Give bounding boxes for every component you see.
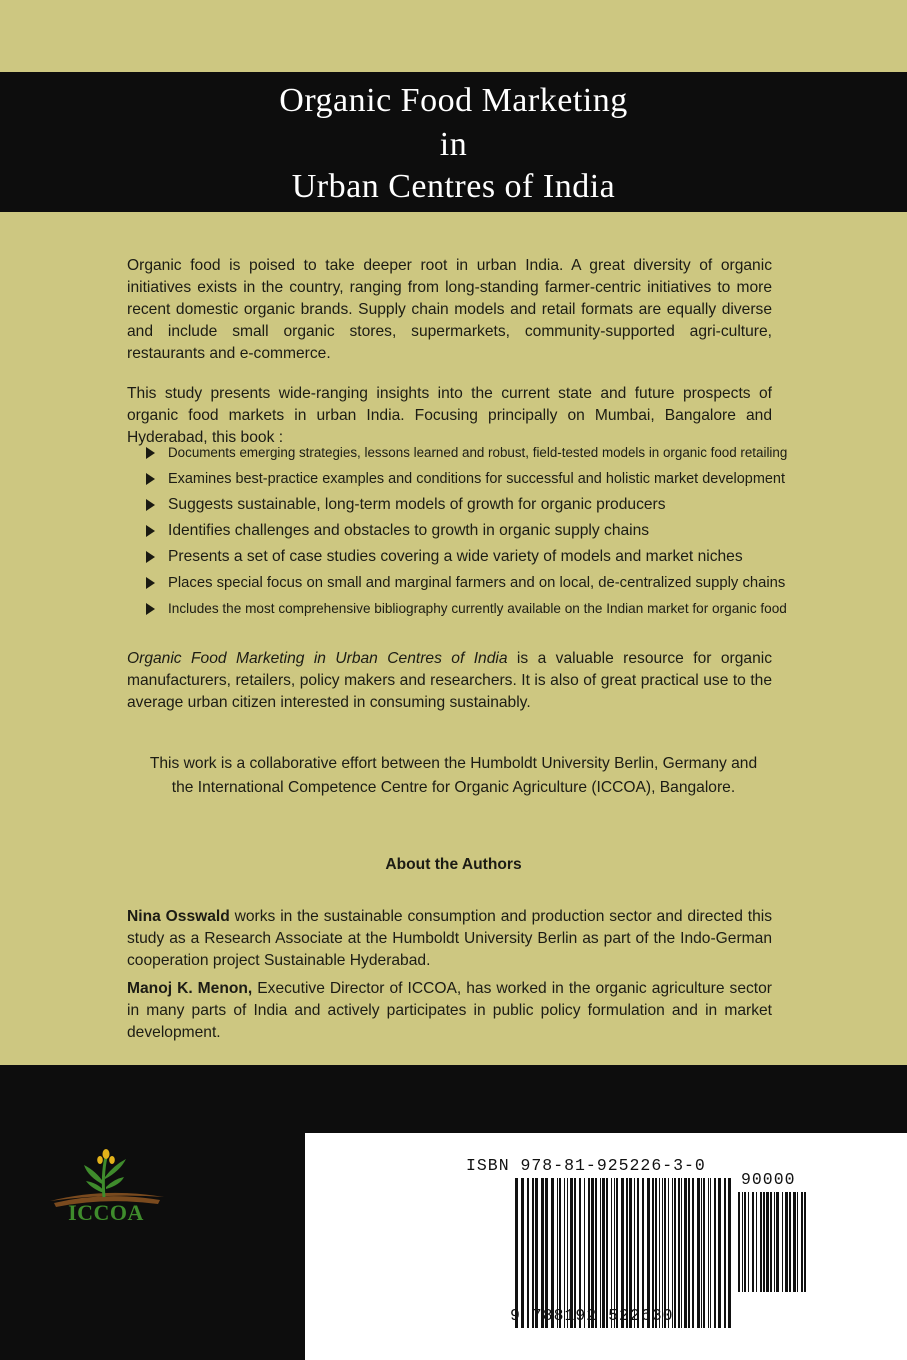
- author-bio-text: Executive Director of ICCOA, has worked in the organic agriculture sector in many parts of India and actively participates in public policy formulation and in market development.: [127, 980, 772, 1041]
- bullet-arrow-icon: [146, 473, 155, 485]
- logo-text: ICCOA: [68, 1200, 144, 1225]
- resource-text: is a valuable resource for organic manufacturers, retailers, policy makers and researchers. It is also of great practical use to the average urban citizen interested in consuming sustainably.: [127, 650, 773, 711]
- author-bio-text: works in the sustainable consumption and production sector and directed this study as a Research Associate at the Humboldt University Berlin as part of the Indo-German cooperation project Sustainable Hyderabad.: [127, 908, 772, 969]
- bullet-arrow-icon: [146, 551, 155, 563]
- list-item-text: Documents emerging strategies, lessons learned and robust, field-tested models in organic food retailing: [168, 445, 788, 460]
- book-title-italic: Organic Food Marketing in Urban Centres of India: [127, 650, 508, 667]
- bullet-arrow-icon: [146, 525, 155, 537]
- collaboration-note: [0, 752, 907, 800]
- feature-list: [144, 440, 788, 622]
- resource-paragraph: [127, 648, 772, 714]
- list-item: [144, 518, 784, 544]
- collaboration-line-2: the International Competence Centre for Organic Agriculture (ICCOA), Bangalore.: [171, 779, 736, 796]
- list-item: [144, 440, 788, 466]
- title-line-3: Urban Centres of India: [291, 168, 616, 205]
- bullet-arrow-icon: [146, 499, 155, 511]
- isbn-label: ISBN 978-81-925226-3-0: [466, 1156, 706, 1175]
- author-name: Nina Osswald: [127, 908, 230, 925]
- list-item-text: Examines best-practice examples and conditions for successful and holistic market development: [168, 471, 785, 487]
- study-paragraph: This study presents wide-ranging insights into the current state and future prospects of organic food markets in urban India. Focusing principally on Mumbai, Bangalore and Hyderabad, this book :: [127, 385, 772, 446]
- bullet-arrow-icon: [146, 603, 155, 615]
- author-bio-1: [127, 906, 772, 972]
- list-item: [144, 466, 784, 492]
- bullet-arrow-icon: [146, 577, 155, 589]
- list-item-text: Places special focus on small and marginal farmers and on local, de-centralized supply chains: [168, 575, 786, 591]
- list-item-text: Presents a set of case studies covering a wide variety of models and market niches: [168, 548, 743, 565]
- bullet-arrow-icon: [146, 447, 155, 459]
- collaboration-line-1: This work is a collaborative effort between the Humboldt University Berlin, Germany and: [149, 755, 758, 772]
- list-item-text: Includes the most comprehensive bibliography currently available on the Indian market for organic food: [168, 601, 787, 616]
- about-authors-heading: About the Authors: [385, 856, 522, 873]
- author-name: Manoj K. Menon,: [127, 980, 253, 997]
- barcode-digits: 9 788192 522630: [510, 1306, 674, 1325]
- list-item-text: Suggests sustainable, long-term models of growth for organic producers: [168, 496, 666, 513]
- title-line-1: Organic Food Marketing: [279, 82, 628, 119]
- intro-paragraph: Organic food is poised to take deeper root in urban India. A great diversity of organic initiatives exists in the country, ranging from long-standing farmer-centric initiatives to more recent domestic organic brands. Supply chain models and retail formats are equally diverse and include small organic stores, supermarkets, community-supported agri-culture, restaurants and e-commerce.: [127, 257, 772, 362]
- price-code: 90000: [741, 1170, 796, 1189]
- list-item: [144, 596, 787, 622]
- price-barcode: [738, 1192, 808, 1292]
- list-item-text: Identifies challenges and obstacles to growth in organic supply chains: [168, 522, 650, 539]
- list-item: [144, 544, 784, 570]
- title-band: [0, 72, 907, 212]
- list-item: [144, 570, 784, 596]
- author-bio-2: [127, 978, 772, 1044]
- list-item: [144, 492, 784, 518]
- title-line-2: in: [439, 126, 468, 163]
